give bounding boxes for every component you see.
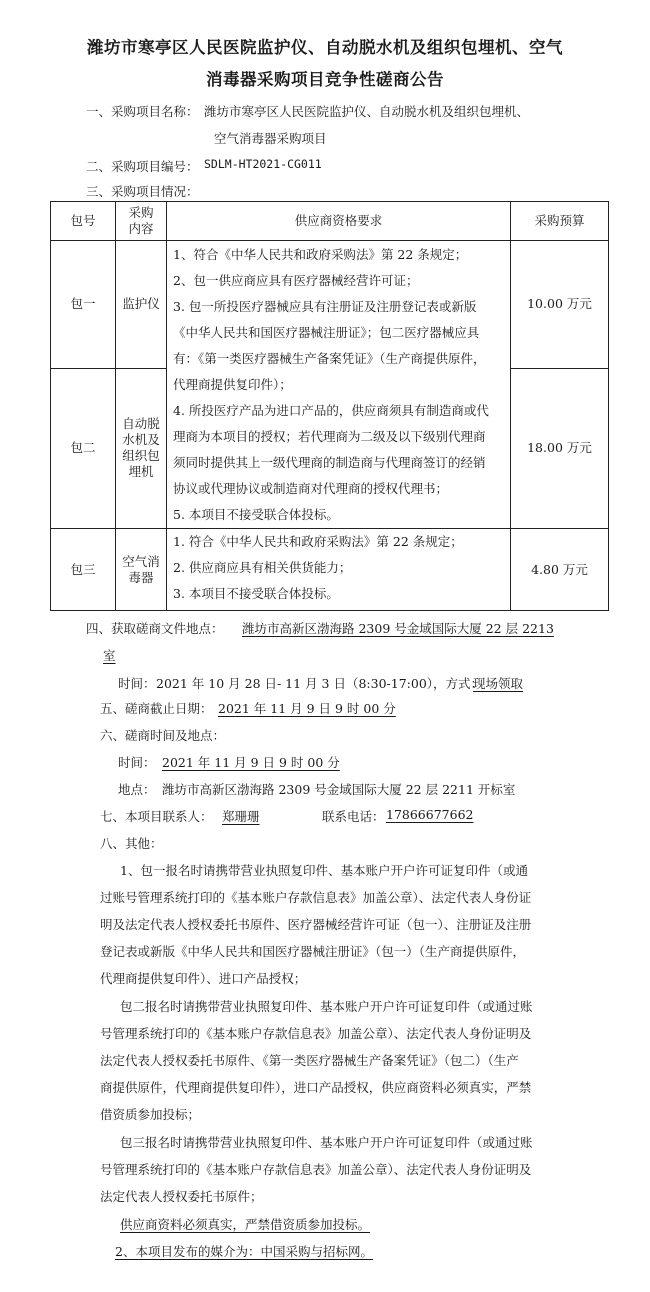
requirement-line: 有：《第一类医疗器械生产备案凭证》（生产商提供原件， bbox=[173, 351, 486, 366]
other-p1-line: 过账号管理系统打印的《基本账户存款信息表》加盖公章）、法定代表人身份证 bbox=[100, 890, 532, 905]
procurement-table bbox=[50, 201, 609, 611]
negotiation-label: 六、磋商时间及地点： bbox=[100, 728, 226, 743]
requirement-line: 3. 本项目不接受联合体投标。 bbox=[173, 586, 339, 601]
project-number-label: 二、采购项目编号： bbox=[86, 159, 199, 174]
other-label: 八、其他： bbox=[100, 836, 163, 851]
requirement-line: 4. 所投医疗产品为进口产品的，供应商须具有制造商或代 bbox=[173, 403, 489, 418]
budget-cell: 10.00 万元 bbox=[511, 241, 609, 369]
other-p1-line: 代理商提供复印件）、进口产品授权； bbox=[100, 971, 307, 986]
requirement-line: 《中华人民共和国医疗器械注册证》；包二医疗器械应具 bbox=[173, 325, 480, 340]
other-p4: 供应商资料必须真实，严禁借资质参加投标。 bbox=[120, 1217, 371, 1232]
requirement-line: 1. 符合《中华人民共和政府采购法》第 22 条规定； bbox=[173, 534, 463, 549]
doc-location-label: 四、获取磋商文件地点： bbox=[86, 621, 224, 636]
contact-person: 郑珊珊 bbox=[222, 809, 260, 824]
content-cell: 监护仪 bbox=[116, 241, 167, 369]
requirement-line: 2、包一供应商应具有医疗器械经营许可证； bbox=[173, 273, 419, 288]
doc-method-value: 现场领取 bbox=[473, 676, 524, 691]
package-cell: 包二 bbox=[51, 368, 116, 528]
project-name-value-2: 空气消毒器采购项目 bbox=[214, 131, 327, 146]
table-header-row bbox=[51, 202, 609, 241]
other-p2-line: 商提供原件，代理商提供复印件），进口产品授权，供应商资料必须真实，严禁 bbox=[100, 1080, 532, 1095]
header-content: 采购内容 bbox=[116, 202, 167, 241]
project-name-label: 一、采购项目名称： bbox=[86, 104, 199, 119]
requirement-line: 1、符合《中华人民共和政府采购法》第 22 条规定； bbox=[173, 247, 468, 262]
other-p3-line: 号管理系统打印的《基本账户存款信息表》加盖公章）、法定代表人身份证明及 bbox=[100, 1162, 532, 1177]
other-p3-line: 法定代表人授权委托书原件； bbox=[100, 1189, 263, 1204]
requirement-line: 代理商提供复印件）； bbox=[173, 377, 292, 392]
doc-location-value-1: 潍坊市高新区渤海路 2309 号金域国际大厦 22 层 2213 bbox=[242, 621, 554, 636]
other-p1-line: 登记表或新版《中华人民共和国医疗器械注册证》（包一）（生产商提供原件， bbox=[100, 944, 526, 959]
negotiation-place-label: 地点： bbox=[118, 782, 156, 797]
requirement-line: 须同时提供其上一级代理商的制造商与代理商签订的经销 bbox=[173, 455, 486, 470]
negotiation-time-value: 2021 年 11 月 9 日 9 时 00 分 bbox=[162, 755, 340, 770]
page-title-line-2: 消毒器采购项目竞争性磋商公告 bbox=[206, 70, 444, 89]
other-p2-line: 包二报名时请携带营业执照复印件、基本账户开户许可证复印件（或通过账 bbox=[120, 999, 533, 1014]
page-title-line-1: 潍坊市寒亭区人民医院监护仪、自动脱水机及组织包埋机、空气 bbox=[87, 38, 563, 57]
header-package: 包号 bbox=[51, 202, 116, 241]
other-p2-line: 法定代表人授权委托书原件、《第一类医疗器械生产备案凭证》（包二）（生产 bbox=[100, 1053, 519, 1068]
phone-value: 17866677662 bbox=[386, 807, 474, 822]
table-row bbox=[51, 529, 609, 611]
requirement-line: 2. 供应商应具有相关供货能力； bbox=[173, 560, 352, 575]
doc-time-value: 2021 年 10 月 28 日- 11 月 3 日（8:30-17:00），方式： bbox=[156, 676, 484, 691]
project-situation-label: 三、采购项目情况： bbox=[86, 184, 199, 199]
requirement-line: 3. 包一所投医疗器械应具有注册证及注册登记表或新版 bbox=[173, 299, 477, 314]
content-cell: 自动脱水机及组织包埋机 bbox=[116, 368, 167, 528]
requirement-line: 5. 本项目不接受联合体投标。 bbox=[173, 507, 339, 522]
header-requirements: 供应商资格要求 bbox=[167, 202, 511, 241]
deadline-label: 五、磋商截止日期： bbox=[100, 701, 213, 716]
doc-time-label: 时间： bbox=[118, 676, 156, 691]
doc-location-value-2: 室 bbox=[103, 648, 116, 663]
other-p5: 2、本项目发布的媒介为：中国采购与招标网。 bbox=[115, 1244, 373, 1259]
deadline-value: 2021 年 11 月 9 日 9 时 00 分 bbox=[218, 701, 396, 716]
project-name-value-1: 潍坊市寒亭区人民医院监护仪、自动脱水机及组织包埋机、 bbox=[204, 104, 530, 119]
other-p2-line: 号管理系统打印的《基本账户存款信息表》加盖公章）、法定代表人身份证明及 bbox=[100, 1026, 532, 1041]
package-cell: 包一 bbox=[51, 241, 116, 369]
content-cell: 空气消毒器 bbox=[116, 529, 167, 611]
project-number-value: SDLM-HT2021-CG011 bbox=[204, 157, 322, 171]
phone-label: 联系电话： bbox=[322, 809, 385, 824]
contact-label: 七、本项目联系人： bbox=[100, 809, 213, 824]
requirements-cell-shared bbox=[167, 241, 511, 529]
budget-cell: 18.00 万元 bbox=[511, 368, 609, 528]
package-cell: 包三 bbox=[51, 529, 116, 611]
header-budget: 采购预算 bbox=[511, 202, 609, 241]
other-p1-line: 明及法定代表人授权委托书原件、医疗器械经营许可证（包一）、注册证及注册 bbox=[100, 917, 532, 932]
requirement-line: 协议或代理协议或制造商对代理商的授权代理书； bbox=[173, 481, 449, 496]
other-p3-line: 包三报名时请携带营业执照复印件、基本账户开户许可证复印件（或通过账 bbox=[120, 1135, 533, 1150]
negotiation-place-value: 潍坊市高新区渤海路 2309 号金域国际大厦 22 层 2211 开标室 bbox=[162, 782, 516, 797]
negotiation-time-label: 时间： bbox=[118, 755, 156, 770]
requirement-line: 理商为本项目的授权；若代理商为二级及以下级别代理商 bbox=[173, 429, 486, 444]
requirements-cell bbox=[167, 529, 511, 611]
other-p2-line: 借资质参加投标； bbox=[100, 1107, 201, 1122]
other-p1-line: 1、包一报名时请携带营业执照复印件、基本账户开户许可证复印件（或通 bbox=[120, 863, 528, 878]
table-row bbox=[51, 241, 609, 369]
budget-cell: 4.80 万元 bbox=[511, 529, 609, 611]
